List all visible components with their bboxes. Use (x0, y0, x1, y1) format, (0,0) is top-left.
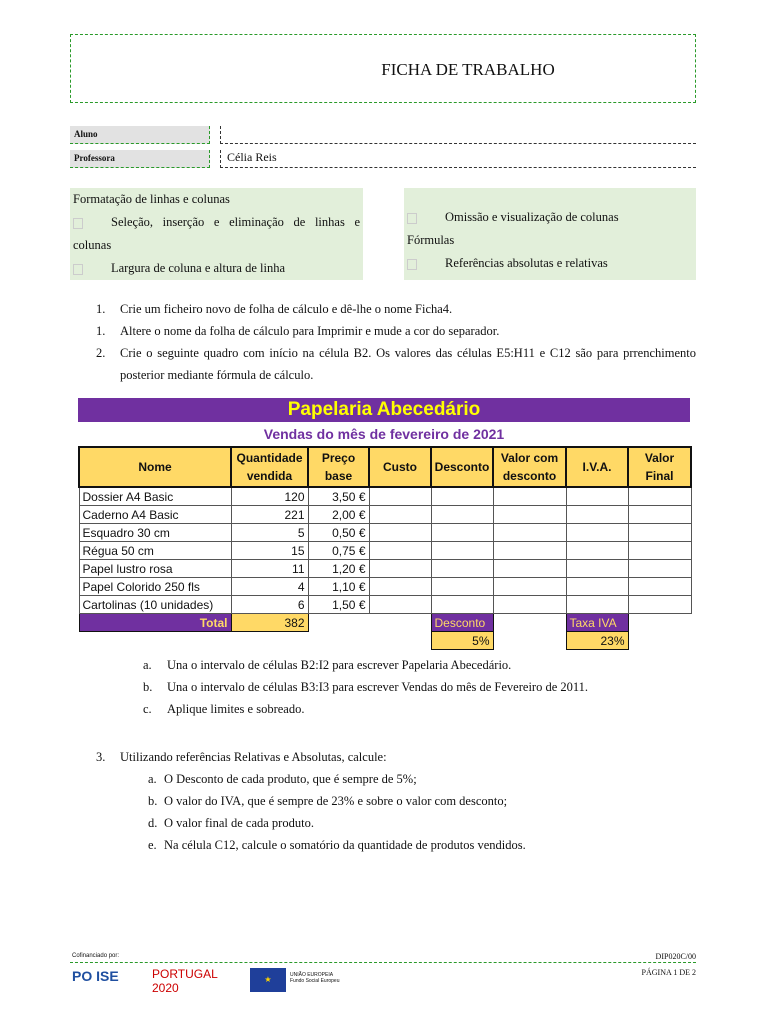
cell[interactable] (493, 524, 566, 542)
item-number: 3. (96, 750, 106, 764)
sub-item: Una o intervalo de células B2:I2 para escrever Papelaria Abecedário. (167, 658, 512, 672)
cell[interactable] (493, 632, 566, 650)
cell[interactable] (431, 596, 493, 614)
col-header: I.V.A. (566, 447, 628, 487)
table-row (79, 560, 691, 578)
cell[interactable] (628, 506, 691, 524)
cell[interactable] (369, 632, 431, 650)
cell[interactable] (493, 578, 566, 596)
cell[interactable] (369, 614, 431, 632)
item-number: e. (148, 838, 157, 852)
table-row (79, 596, 691, 614)
cell[interactable] (431, 578, 493, 596)
cell-nome[interactable]: Caderno A4 Basic (79, 506, 231, 524)
sub-item: Una o intervalo de células B3:I3 para escrever Vendas do mês de Fevereiro de 2011. (167, 680, 589, 694)
cell[interactable] (493, 506, 566, 524)
cell-preco[interactable]: 1,10 € (308, 578, 369, 596)
aluno-label: Aluno (70, 126, 210, 144)
instruction: Crie o seguinte quadro com início na célula B2. Os valores das células E5:H11 e C12 são para prrenchimento posterior mediante fórmula de cálculo. (120, 346, 696, 382)
cell-qtd[interactable]: 5 (231, 524, 308, 542)
rates-row (79, 632, 691, 650)
table-row (79, 542, 691, 560)
page-title: FICHA DE TRABALHO (381, 60, 555, 79)
bullet-icon (407, 213, 417, 224)
total-value[interactable]: 382 (231, 614, 308, 632)
topic-heading: Formatação de linhas e colunas (73, 192, 230, 206)
col-header: Desconto (431, 447, 493, 487)
cell[interactable] (566, 578, 628, 596)
page-number: PÁGINA 1 DE 2 (641, 968, 696, 977)
doc-code: DIP020C/00 (655, 952, 696, 961)
cell[interactable] (431, 542, 493, 560)
iva-label: Taxa IVA (566, 614, 628, 632)
item-number: b. (148, 794, 158, 808)
cell-qtd[interactable]: 221 (231, 506, 308, 524)
item-number: 2. (96, 346, 106, 360)
col-header: Nome (79, 447, 231, 487)
cell-qtd[interactable]: 6 (231, 596, 308, 614)
sales-table (78, 446, 692, 650)
cell[interactable] (369, 487, 431, 506)
bullet-icon (73, 264, 83, 275)
cell[interactable] (431, 487, 493, 506)
table-row (79, 506, 691, 524)
cell[interactable] (79, 632, 231, 650)
sub-item: Na célula C12, calcule o somatório da quantidade de produtos vendidos. (164, 838, 526, 852)
eu-logo-text: UNIÃO EUROPEIA Fundo Social Europeu (290, 972, 340, 984)
header-row (79, 447, 691, 487)
cell[interactable] (493, 542, 566, 560)
item-number: a. (148, 772, 157, 786)
item-number: d. (148, 816, 158, 830)
cell-nome[interactable]: Papel Colorido 250 fls (79, 578, 231, 596)
cell[interactable] (628, 542, 691, 560)
cell[interactable] (628, 524, 691, 542)
cell-nome[interactable]: Cartolinas (10 unidades) (79, 596, 231, 614)
item-number: 1. (96, 302, 106, 316)
sub-item: O valor final de cada produto. (164, 816, 314, 830)
footer-divider (70, 962, 696, 963)
total-row (79, 614, 691, 632)
professora-label: Professora (70, 150, 210, 168)
sub-item: O Desconto de cada produto, que é sempre de 5%; (164, 772, 417, 786)
cell-preco[interactable]: 3,50 € (308, 487, 369, 506)
cell[interactable] (628, 560, 691, 578)
cell[interactable] (369, 524, 431, 542)
cell[interactable] (369, 506, 431, 524)
topic-item: Omissão e visualização de colunas (445, 210, 619, 224)
topic-heading: Fórmulas (407, 233, 455, 247)
cell-qtd[interactable]: 15 (231, 542, 308, 560)
item-number: 1. (96, 324, 106, 338)
sheet-subtitle: Vendas do mês de fevereiro de 2021 (263, 426, 505, 442)
bullet-icon (73, 218, 83, 229)
cell[interactable] (566, 524, 628, 542)
col-header: Quantidade vendida (231, 447, 308, 487)
cell[interactable] (308, 632, 369, 650)
cell[interactable] (431, 506, 493, 524)
cell-preco[interactable]: 1,50 € (308, 596, 369, 614)
cell[interactable] (566, 596, 628, 614)
col-header: Custo (369, 447, 431, 487)
cell-qtd[interactable]: 11 (231, 560, 308, 578)
desconto-label: Desconto (431, 614, 493, 632)
cell[interactable] (566, 487, 628, 506)
cell[interactable] (628, 614, 691, 632)
cell-nome[interactable]: Esquadro 30 cm (79, 524, 231, 542)
cell-preco[interactable]: 0,50 € (308, 524, 369, 542)
desconto-value[interactable]: 5% (431, 632, 493, 650)
table-row (79, 524, 691, 542)
col-header: Preço base (308, 447, 369, 487)
sub-list (143, 654, 588, 720)
sub-item: O valor do IVA, que é sempre de 23% e sobre o valor com desconto; (164, 794, 508, 808)
cell[interactable] (308, 614, 369, 632)
cell[interactable] (431, 524, 493, 542)
cell-nome[interactable]: Régua 50 cm (79, 542, 231, 560)
cell[interactable] (628, 596, 691, 614)
cell[interactable] (231, 632, 308, 650)
cell-nome[interactable]: Papel lustro rosa (79, 560, 231, 578)
cell[interactable] (566, 506, 628, 524)
poise-logo: PO ISE (72, 968, 119, 984)
cell-preco[interactable]: 2,00 € (308, 506, 369, 524)
table-row (79, 578, 691, 596)
sheet-title: Papelaria Abecedário (78, 398, 690, 422)
iva-value[interactable]: 23% (566, 632, 628, 650)
topic-item: Largura de coluna e altura de linha (111, 261, 285, 275)
sub-item: Aplique limites e sobreado. (167, 702, 305, 716)
cell[interactable] (369, 596, 431, 614)
cell[interactable] (431, 560, 493, 578)
col-header: Valor com desconto (493, 447, 566, 487)
professora-field[interactable]: Célia Reis (220, 150, 696, 168)
logo-text: PORTUGAL 2020 (152, 967, 218, 995)
bullet-icon (407, 259, 417, 270)
cell[interactable] (369, 542, 431, 560)
cell-qtd[interactable]: 4 (231, 578, 308, 596)
question-text: Utilizando referências Relativas e Absolutas, calcule: (120, 750, 387, 764)
instruction: Altere o nome da folha de cálculo para Imprimir e mude a cor do separador. (120, 324, 500, 338)
cell[interactable] (628, 578, 691, 596)
item-number: b. (143, 680, 153, 694)
cell-qtd[interactable]: 120 (231, 487, 308, 506)
cell[interactable] (628, 632, 691, 650)
question-3 (96, 746, 526, 856)
cell[interactable] (566, 542, 628, 560)
item-number: c. (143, 702, 152, 716)
cell-nome[interactable]: Dossier A4 Basic (79, 487, 231, 506)
cell[interactable] (493, 487, 566, 506)
cell-preco[interactable]: 1,20 € (308, 560, 369, 578)
cofinanced-label: Cofinanciado por: (72, 953, 120, 959)
eu-flag-icon: ★ (250, 968, 286, 992)
cell[interactable] (493, 596, 566, 614)
topics-right (404, 188, 696, 280)
aluno-field[interactable] (220, 126, 696, 144)
table-row (79, 487, 691, 506)
cell-preco[interactable]: 0,75 € (308, 542, 369, 560)
cell[interactable] (369, 560, 431, 578)
topics-left (70, 188, 363, 280)
header-box (70, 34, 696, 103)
cell[interactable] (369, 578, 431, 596)
cell[interactable] (566, 560, 628, 578)
col-header: Valor Final (628, 447, 691, 487)
cell[interactable] (493, 560, 566, 578)
total-label: Total (79, 614, 231, 632)
cell[interactable] (493, 614, 566, 632)
topic-item: Referências absolutas e relativas (445, 256, 608, 270)
topic-item: Seleção, inserção e eliminação de linhas e colunas (73, 215, 360, 252)
item-number: a. (143, 658, 152, 672)
cell[interactable] (628, 487, 691, 506)
portugal2020-logo (152, 967, 242, 995)
instruction: Crie um ficheiro novo de folha de cálculo e dê-lhe o nome Ficha4. (120, 302, 453, 316)
instructions-list (96, 298, 696, 386)
